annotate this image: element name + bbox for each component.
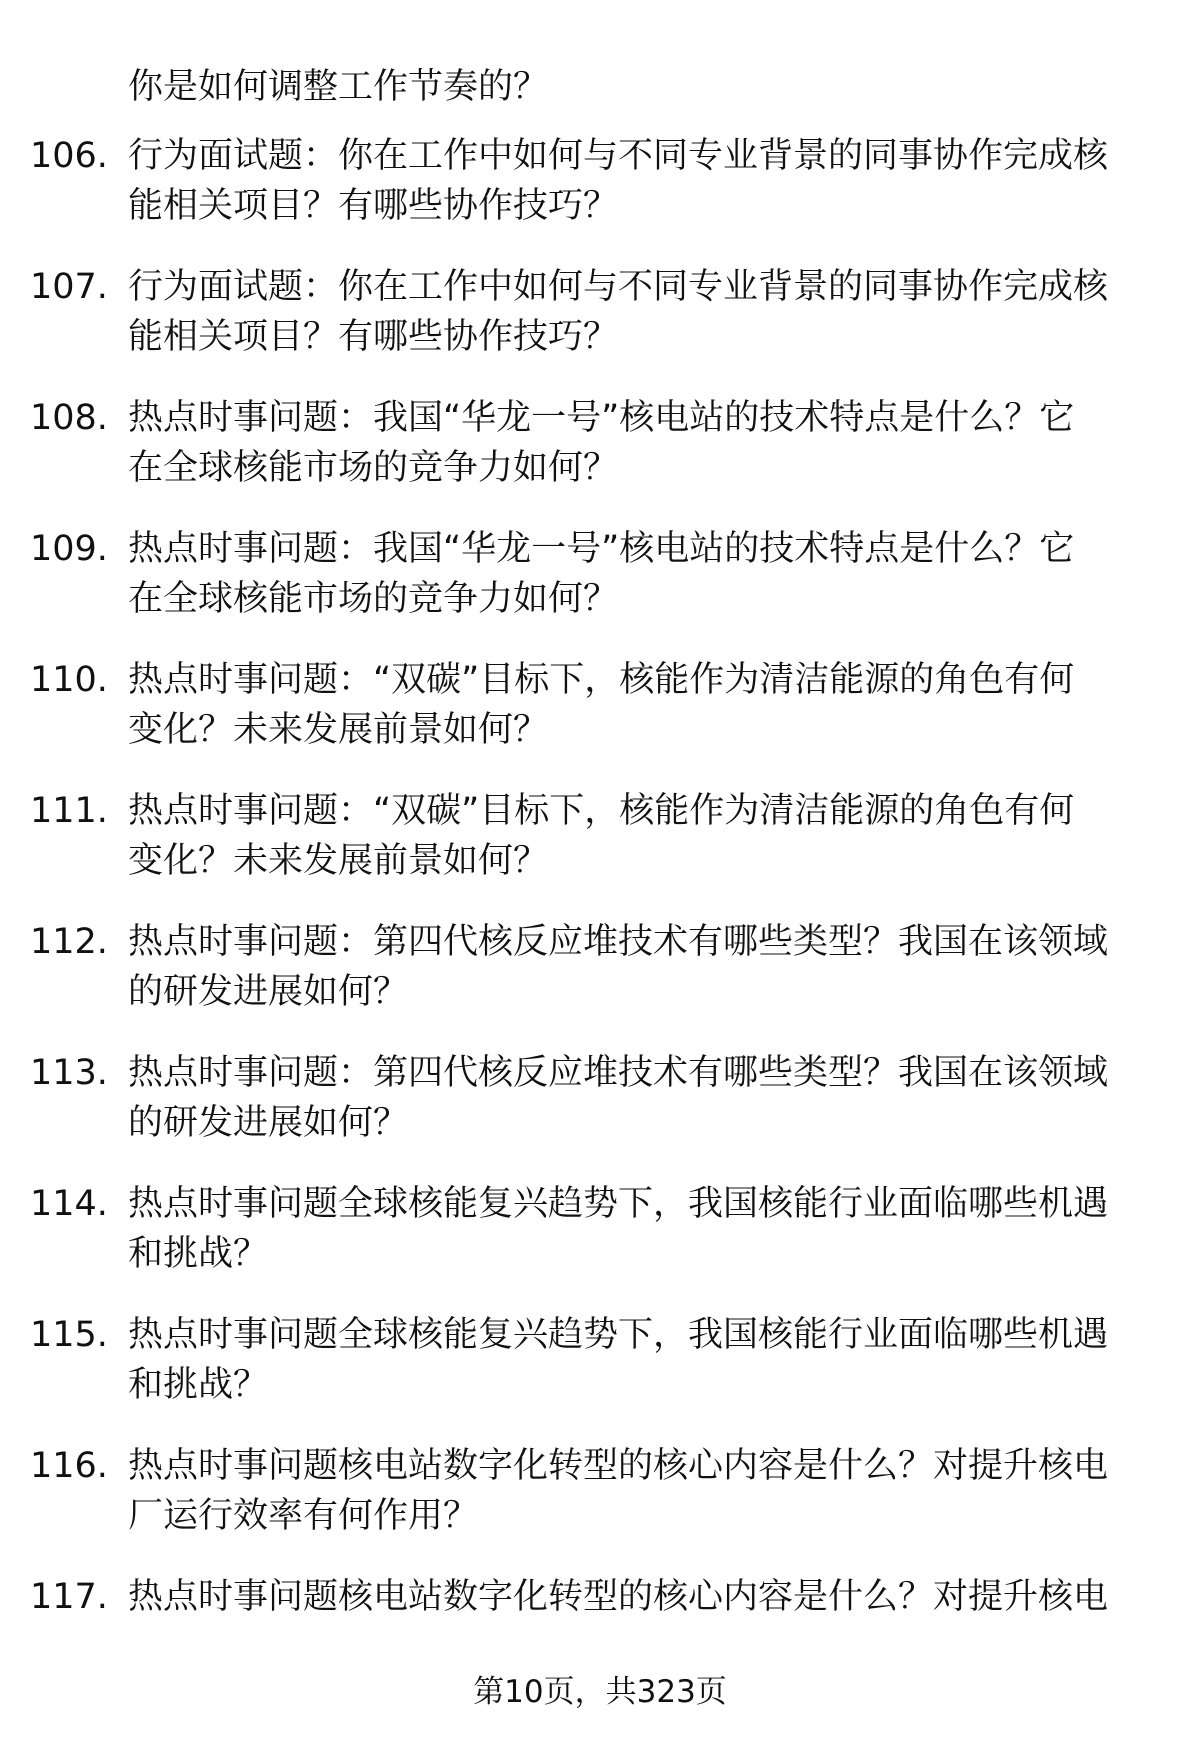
question-text-line: 在全球核能市场的竞争力如何？: [128, 448, 619, 488]
question-number: 106.: [30, 136, 108, 176]
question-text: [128, 1310, 1148, 1410]
question-number: 107.: [30, 267, 108, 307]
question-number: 113.: [30, 1053, 108, 1093]
question-text-line: 能相关项目？有哪些协作技巧？: [128, 186, 619, 226]
question-text-line: 厂运行效率有何作用？: [128, 1496, 479, 1536]
question-number: 117.: [30, 1577, 108, 1617]
question-text: [128, 1048, 1148, 1148]
question-text: [128, 917, 1148, 1017]
question-text: [128, 1441, 1148, 1541]
question-text: [128, 262, 1148, 362]
question-text-line: 变化？未来发展前景如何？: [128, 710, 549, 750]
question-number: 110.: [30, 660, 108, 700]
question-text-line: 和挑战？: [128, 1234, 269, 1274]
question-text-line: 热点时事问题核电站数字化转型的核心内容是什么？对提升核电: [128, 1446, 1109, 1486]
question-text-line: 热点时事问题：第四代核反应堆技术有哪些类型？我国在该领域: [128, 922, 1109, 962]
question-text: [128, 524, 1148, 624]
question-text: [128, 393, 1148, 493]
question-text-line: 在全球核能市场的竞争力如何？: [128, 579, 619, 619]
question-text-line: 变化？未来发展前景如何？: [128, 841, 549, 881]
question-text: [128, 131, 1148, 231]
continuation-line: 你是如何调整工作节奏的？: [128, 67, 549, 107]
question-text-line: 行为面试题：你在工作中如何与不同专业背景的同事协作完成核: [128, 136, 1109, 176]
question-text: [128, 655, 1148, 755]
question-text-line: 的研发进展如何？: [128, 1103, 409, 1143]
question-text: [128, 1572, 1148, 1622]
question-text: [128, 1179, 1148, 1279]
question-text: [128, 786, 1148, 886]
question-text-line: 热点时事问题：“双碳”目标下，核能作为清洁能源的角色有何: [128, 791, 1075, 831]
question-number: 108.: [30, 398, 108, 438]
question-text-line: 热点时事问题：我国“华龙一号”核电站的技术特点是什么？它: [128, 398, 1075, 438]
question-text-line: 热点时事问题全球核能复兴趋势下，我国核能行业面临哪些机遇: [128, 1184, 1109, 1224]
page-footer: 第10页，共323页: [473, 1674, 727, 1710]
question-text-line: 热点时事问题：我国“华龙一号”核电站的技术特点是什么？它: [128, 529, 1075, 569]
question-number: 116.: [30, 1446, 108, 1486]
question-text-line: 热点时事问题：第四代核反应堆技术有哪些类型？我国在该领域: [128, 1053, 1109, 1093]
question-text-line: 热点时事问题：“双碳”目标下，核能作为清洁能源的角色有何: [128, 660, 1075, 700]
question-number: 112.: [30, 922, 108, 962]
question-number: 115.: [30, 1315, 108, 1355]
question-text-line: 和挑战？: [128, 1365, 269, 1405]
question-text-line: 能相关项目？有哪些协作技巧？: [128, 317, 619, 357]
question-number: 114.: [30, 1184, 108, 1224]
question-text-line: 行为面试题：你在工作中如何与不同专业背景的同事协作完成核: [128, 267, 1109, 307]
question-text-line: 热点时事问题核电站数字化转型的核心内容是什么？对提升核电: [128, 1577, 1109, 1617]
question-number: 111.: [30, 791, 108, 831]
question-text-line: 热点时事问题全球核能复兴趋势下，我国核能行业面临哪些机遇: [128, 1315, 1109, 1355]
question-number: 109.: [30, 529, 108, 569]
question-text-line: 的研发进展如何？: [128, 972, 409, 1012]
